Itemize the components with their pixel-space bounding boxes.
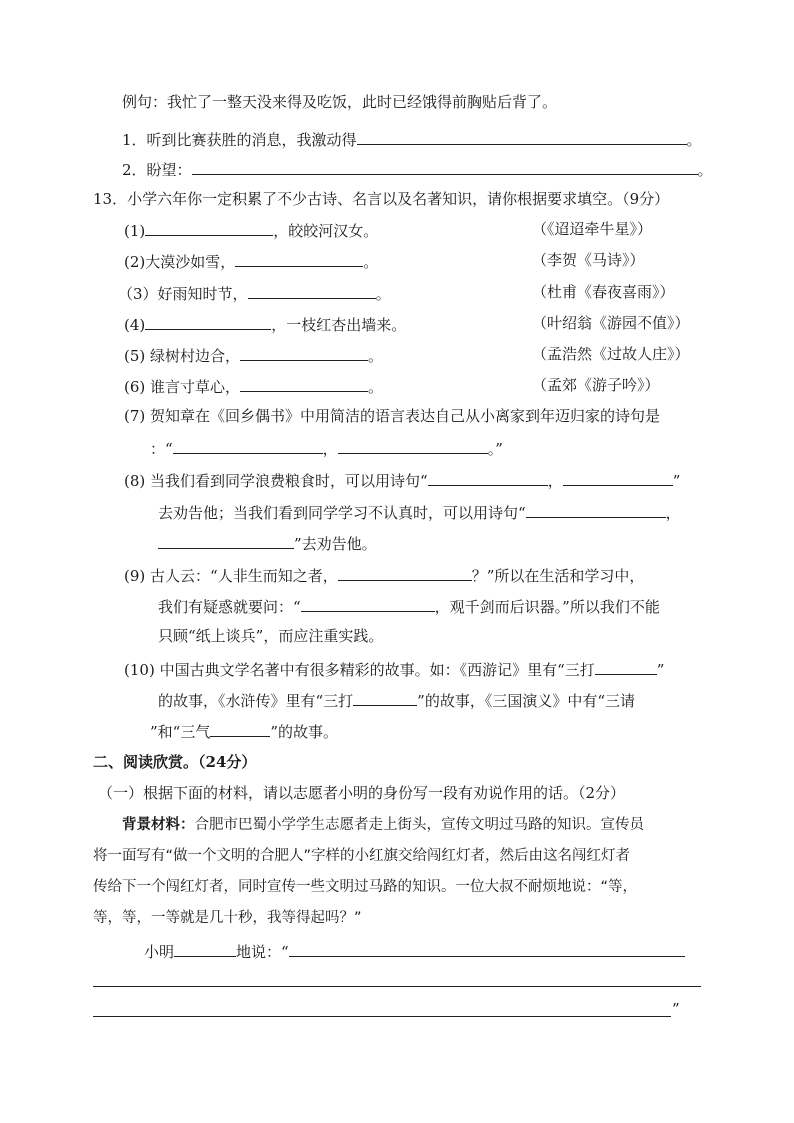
item-7-blank-2[interactable] [338,437,488,454]
item-number: (8) [124,472,146,490]
item-10-text-4: ”和“三气 [150,723,211,741]
item-8-quote: ” [672,472,681,490]
item-10-blank-1[interactable] [595,658,657,675]
item-9-text-4: ，观千剑而后识器。”所以我们不能 [434,598,660,616]
item-8-blank-2[interactable] [563,469,673,486]
item-8-comma-2: ， [665,504,681,522]
item-1-blank[interactable] [145,219,273,236]
item-text: 谁言寸草心， [150,378,241,396]
item-8-text-2: 去劝告他；当我们看到同学学习不认真时，可以用诗句“ [158,504,526,522]
item-2-blank[interactable] [235,250,363,267]
example-q1-end: 。 [686,131,702,149]
item-7-text: 贺知章在《回乡偶书》中用简洁的语言表达自己从小离家到年迈归家的诗句是 [150,407,661,425]
answer-blank-1[interactable] [289,940,685,957]
q13-item-8-line2 [158,501,681,523]
item-8-text-3: ”去劝告他。 [294,535,377,553]
answer-name: 小明 [144,943,175,961]
q13-item-9-line1 [124,564,644,586]
item-8-text: 当我们看到同学浪费粮食时，可以用诗句“ [150,472,428,490]
q13-item-10-line2 [158,689,635,711]
answer-blank-3[interactable] [93,1016,671,1017]
item-3-blank[interactable] [248,282,376,299]
example-q2-blank[interactable] [192,158,698,175]
q13-item-7-line2 [150,437,503,459]
background-line-4: 等，等，一等就是几十秒，我等得起吗？” [93,910,362,926]
item-number: (6) [124,378,146,396]
example-q1-text: 1．听到比赛获胜的消息，我激动得 [122,131,357,149]
item-10-blank-2[interactable] [353,689,417,706]
example-q2-text: 2．盼望： [122,161,192,179]
item-9-text-2: ？”所以在生活和学习中， [471,567,645,585]
item-number: (2) [124,253,146,271]
background-line-2: 将一面写有“做一个文明的合肥人”字样的小红旗交给闯红灯者，然后由这名闯红灯者 [93,848,631,864]
item-7-open: ：“ [150,440,173,458]
item-1-source: （《迢迢牵牛星》） [532,220,653,238]
item-2-source: （李贺《马诗》） [532,251,645,269]
item-8-blank-3[interactable] [526,501,666,518]
item-9-text: 古人云：“人非生而知之者， [150,567,338,585]
item-text: ，一枝红杏出墙来。 [271,316,407,334]
section-2-sub-1: （一）根据下面的材料，请以志愿者小明的身份写一段有劝说作用的话。（2分） [98,784,626,802]
item-5-source: （孟浩然《过故人庄》） [532,345,690,363]
item-number: (1) [124,222,146,240]
item-6-blank[interactable] [240,375,368,392]
item-3-source: （杜甫《春夜喜雨》） [532,283,675,301]
item-10-quote: ” [656,661,665,679]
item-8-blank-1[interactable] [428,469,548,486]
q13-item-1 [124,219,378,241]
item-6-source: （孟郊《游子吟》） [532,376,660,394]
item-10-text: 中国古典文学名著中有很多精彩的故事。如：《西游记》里有“三打 [159,661,595,679]
answer-said: 地说：“ [236,943,289,961]
item-10-text-2: 的故事，《水浒传》里有“三打 [158,692,354,710]
item-10-text-5: ”的故事。 [270,723,339,741]
item-text-end: 。 [375,285,391,303]
example-q2 [122,158,713,180]
item-text-end: 。 [368,347,384,365]
item-10-text-3: ”的故事，《三国演义》中有“三请 [417,692,636,710]
q13-item-8-line3 [158,532,377,554]
example-q1-blank[interactable] [357,128,687,145]
answer-end-quote: ” [672,1000,680,1018]
item-text: ，皎皎河汉女。 [273,222,379,240]
item-number: (7) [124,407,146,425]
q13-item-10-line1 [124,658,664,680]
answer-line-1 [144,940,685,962]
item-10-blank-3[interactable] [210,720,270,737]
q13-item-5 [124,344,383,366]
item-text-end: 。 [363,253,379,271]
q13-item-2 [124,250,378,272]
q13-item-10-line3 [150,720,338,742]
item-text: 好雨知时节， [157,285,248,303]
background-text-1: 合肥市巴蜀小学学生志愿者走上街头，宣传文明过马路的知识。宣传员 [194,817,644,833]
item-text: 大漠沙如雪， [145,253,236,271]
item-text: 绿树村边合， [150,347,241,365]
example-q2-end: 。 [697,161,713,179]
example-sentence: 例句：我忙了一整天没来得及吃饭，此时已经饿得前胸贴后背了。 [122,93,558,111]
answer-manner-blank[interactable] [174,940,236,957]
item-7-close: 。” [487,440,503,458]
background-line-1 [122,815,644,835]
example-q1 [122,128,702,150]
item-number: （3） [118,285,158,303]
item-4-source: （叶绍翁《游园不值》） [532,314,690,332]
item-number: (4) [124,316,146,334]
item-number: (9) [124,567,146,585]
q13-item-4 [124,313,406,335]
item-8-blank-4[interactable] [158,532,294,549]
q13-item-7-line1 [124,406,660,426]
q13-item-9-line2 [158,595,660,617]
answer-blank-2[interactable] [93,986,701,987]
background-line-3: 传给下一个闯红灯者，同时宣传一些文明过马路的知识。一位大叔不耐烦地说：“等， [93,879,638,895]
item-number: (5) [124,347,146,365]
background-label: 背景材料： [122,817,195,833]
item-9-blank-1[interactable] [338,564,472,581]
item-7-blank-1[interactable] [173,437,323,454]
q13-item-3 [118,282,391,304]
item-9-blank-2[interactable] [301,595,435,612]
item-9-text-3: 我们有疑惑就要问：“ [158,598,301,616]
q13-item-8-line1 [124,469,680,491]
item-8-comma: ， [547,472,563,490]
section-2-heading: 二、阅读欣赏。（24分） [93,753,257,771]
item-4-blank[interactable] [145,313,271,330]
item-5-blank[interactable] [240,344,368,361]
q13-heading: 13．小学六年你一定积累了不少古诗、名言以及名著知识，请你根据要求填空。（9分） [93,190,670,208]
q13-item-6 [124,375,383,397]
item-7-comma: ， [322,440,338,458]
item-number: (10) [124,661,155,679]
item-text-end: 。 [368,378,384,396]
q13-item-9-line3: 只顾“纸上谈兵”，而应注重实践。 [158,627,384,645]
